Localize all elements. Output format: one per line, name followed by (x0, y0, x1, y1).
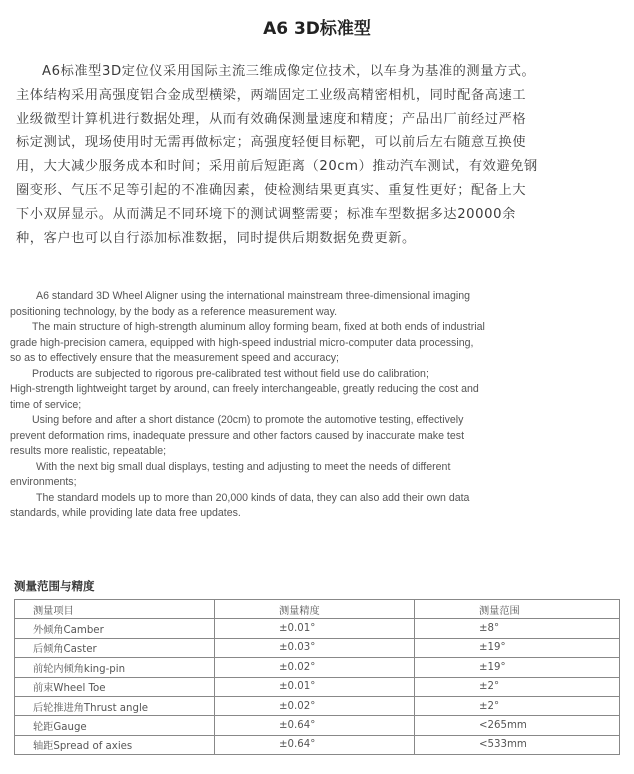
en-line: A6 standard 3D Wheel Aligner using the international mainstream three-dimensional imaging (36, 290, 470, 302)
table-cell: ±0.64° (215, 735, 415, 754)
table-cell: ±0.03° (215, 638, 415, 657)
table-cell: ±2° (415, 696, 620, 715)
english-description (10, 289, 622, 522)
en-line: With the next big small dual displays, testing and adjusting to meet the needs of different (36, 460, 451, 473)
chinese-description (16, 60, 618, 250)
en-line: The standard models up to more than 20,000 kinds of data, they can also add their own data (36, 491, 470, 504)
en-line: grade high-precision camera, equipped with high-speed industrial micro-computer data processing, (10, 336, 474, 349)
table-cell: 轴距Spread of axies (15, 735, 215, 754)
table-cell: 后倾角Caster (15, 638, 215, 657)
table-row (15, 677, 620, 696)
table-cell: ±8° (415, 619, 620, 638)
cn-line: 主体结构采用高强度铝合金成型横梁，两端固定工业级高精密相机，同时配备高速工 (16, 87, 527, 103)
table-cell: <533mm (415, 735, 620, 754)
en-line: positioning technology, by the body as a reference measurement way. (10, 305, 338, 318)
table-cell: ±19° (415, 658, 620, 677)
table-cell: 前轮内倾角king-pin (15, 658, 215, 677)
cn-line: A6标准型3D定位仪采用国际主流三维成像定位技术，以车身为基准的测量方式。 (42, 64, 536, 79)
table-row (15, 696, 620, 715)
page-title: A6 3D标准型 (263, 19, 371, 39)
table-row (15, 619, 620, 638)
en-line: time of service; (10, 398, 82, 411)
en-line: results more realistic, repeatable; (10, 445, 167, 457)
column-header: 测量精度 (215, 600, 415, 619)
en-line: so as to effectively ensure that the measurement speed and accuracy; (10, 352, 339, 364)
cn-line: 下小双屏显示。从而满足不同环境下的测试调整需要；标准车型数据多达20000余 (16, 206, 516, 222)
table-row (15, 658, 620, 677)
table-cell: ±0.02° (215, 658, 415, 677)
cn-line: 业级微型计算机进行数据处理，从而有效确保测量速度和精度；产品出厂前经过严格 (16, 111, 527, 127)
table-cell: 后轮推进角Thrust angle (15, 696, 215, 715)
table-header-row (15, 600, 620, 619)
cn-line: 种，客户也可以自行添加标准数据，同时提供后期数据免费更新。 (16, 230, 416, 246)
table-cell: ±19° (415, 638, 620, 657)
en-line: Using before and after a short distance (20cm) to promote the automotive testing, effectively (32, 414, 464, 426)
en-line: Products are subjected to rigorous pre-calibrated test without field use do calibration; (32, 367, 429, 380)
table-cell: ±2° (415, 677, 620, 696)
en-line: High-strength lightweight target by around, can freely interchangeable, greatly reducing the cost and (10, 383, 479, 395)
table-cell: 轮距Gauge (15, 716, 215, 735)
table-cell: <265mm (415, 716, 620, 735)
table-row (15, 735, 620, 754)
table-cell: ±0.02° (215, 696, 415, 715)
column-header: 测量项目 (15, 600, 215, 619)
table-cell: 外倾角Camber (15, 619, 215, 638)
en-line: The main structure of high-strength aluminum alloy forming beam, fixed at both ends of industrial (32, 321, 485, 333)
table-row (15, 716, 620, 735)
en-line: environments; (10, 476, 77, 488)
spec-table (14, 599, 620, 755)
table-cell: 前束Wheel Toe (15, 677, 215, 696)
table-cell: ±0.01° (215, 619, 415, 638)
table-row (15, 638, 620, 657)
table-cell: ±0.64° (215, 716, 415, 735)
cn-line: 用，大大减少服务成本和时间；采用前后短距离（20cm）推动汽车测试，有效避免钢 (16, 159, 538, 175)
cn-line: 标定测试，现场使用时无需再做标定；高强度轻便目标靶，可以前后左右随意互换使 (16, 135, 527, 151)
spec-section-title: 测量范围与精度 (14, 579, 95, 593)
en-line: standards, while providing late data free updates. (10, 507, 241, 519)
cn-line: 圈变形、气压不足等引起的不准确因素，使检测结果更真实、重复性更好；配备上大 (16, 182, 527, 198)
en-line: prevent deformation rims, inadequate pressure and other factors caused by inaccurate make test (10, 429, 465, 442)
table-cell: ±0.01° (215, 677, 415, 696)
column-header: 测量范围 (415, 600, 620, 619)
